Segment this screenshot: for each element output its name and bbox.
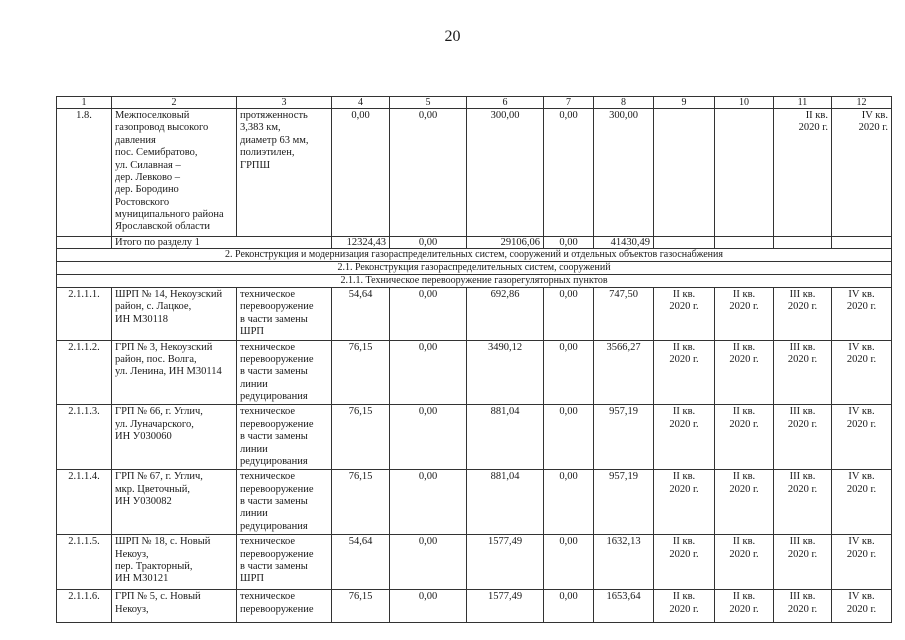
value-cell: 54,64 [332,535,390,590]
period-cell: II кв. 2020 г. [715,590,774,623]
object-name: ГРП № 67, г. Углич, мкр. Цветочный, ИН У030082 [112,470,237,535]
col-header: 9 [654,97,715,109]
value-cell: 0,00 [332,109,390,237]
col-header: 12 [832,97,892,109]
value-cell: 0,00 [544,405,594,470]
value-cell: 0,00 [390,109,467,237]
col-header: 1 [57,97,112,109]
period-cell: III кв. 2020 г. [774,470,832,535]
value-cell: 881,04 [467,470,544,535]
period-cell: II кв. 2020 г. [774,109,832,237]
col-header: 7 [544,97,594,109]
row-number: 2.1.1.5. [57,535,112,590]
object-description: техническое перевооружение в части замены ШРП [237,535,332,590]
object-description: техническое перевооружение в части замены ШРП [237,288,332,341]
value-cell: 1653,64 [594,590,654,623]
total-value: 29106,06 [467,237,544,249]
value-cell: 300,00 [594,109,654,237]
period-cell [715,109,774,237]
period-cell: IV кв. 2020 г. [832,340,892,405]
period-cell: II кв. 2020 г. [654,590,715,623]
row-number: 2.1.1.3. [57,405,112,470]
period-cell: III кв. 2020 г. [774,340,832,405]
period-cell: II кв. 2020 г. [654,340,715,405]
period-cell: IV кв. 2020 г. [832,288,892,341]
table-row [57,109,892,237]
value-cell: 76,15 [332,470,390,535]
value-cell: 3490,12 [467,340,544,405]
object-description: техническое перевооружение в части замены линии редуцирования [237,470,332,535]
value-cell: 957,19 [594,405,654,470]
col-header: 10 [715,97,774,109]
period-cell: II кв. 2020 г. [715,470,774,535]
period-cell: III кв. 2020 г. [774,590,832,623]
col-header: 5 [390,97,467,109]
value-cell: 0,00 [390,590,467,623]
object-name: ГРП № 5, с. Новый Некоуз, [112,590,237,623]
value-cell: 692,86 [467,288,544,341]
total-value: 41430,49 [594,237,654,249]
table-row [57,470,892,535]
value-cell: 0,00 [390,405,467,470]
row-number: 2.1.1.4. [57,470,112,535]
value-cell: 747,50 [594,288,654,341]
period-cell: IV кв. 2020 г. [832,535,892,590]
value-cell: 0,00 [544,340,594,405]
plan-table [56,96,892,623]
total-label: Итого по разделу 1 [112,237,332,249]
value-cell: 0,00 [390,470,467,535]
period-cell: III кв. 2020 г. [774,535,832,590]
period-cell: IV кв. 2020 г. [832,109,892,237]
subsection-heading-row [57,262,892,275]
total-value: 0,00 [544,237,594,249]
object-description: протяженность 3,383 км, диаметр 63 мм, полиэтилен, ГРПШ [237,109,332,237]
value-cell: 76,15 [332,590,390,623]
row-number: 1.8. [57,109,112,237]
section-heading: 2. Реконструкция и модернизация газораспределительных систем, сооружений и отдельных объектов газоснабжения [57,249,892,262]
col-header: 6 [467,97,544,109]
table-row [57,288,892,341]
value-cell: 1577,49 [467,535,544,590]
period-cell: IV кв. 2020 г. [832,405,892,470]
value-cell: 957,19 [594,470,654,535]
total-value: 0,00 [390,237,467,249]
period-cell: II кв. 2020 г. [654,470,715,535]
row-number: 2.1.1.1. [57,288,112,341]
col-header: 3 [237,97,332,109]
table-row [57,590,892,623]
value-cell: 300,00 [467,109,544,237]
table-row [57,535,892,590]
period-cell: II кв. 2020 г. [654,288,715,341]
period-cell: III кв. 2020 г. [774,288,832,341]
period-cell: IV кв. 2020 г. [832,590,892,623]
value-cell: 76,15 [332,405,390,470]
value-cell: 0,00 [544,288,594,341]
object-description: техническое перевооружение в части замены линии редуцирования [237,405,332,470]
value-cell: 0,00 [544,590,594,623]
value-cell: 0,00 [544,470,594,535]
period-cell: II кв. 2020 г. [654,535,715,590]
object-description: техническое перевооружение в части замены линии редуцирования [237,340,332,405]
period-cell: II кв. 2020 г. [715,535,774,590]
object-name: ШРП № 18, с. Новый Некоуз, пер. Тракторный, ИН М30121 [112,535,237,590]
period-cell: III кв. 2020 г. [774,405,832,470]
col-header: 8 [594,97,654,109]
col-header: 2 [112,97,237,109]
subsubsection-heading: 2.1.1. Техническое перевооружение газорегуляторных пунктов [57,275,892,288]
page-number: 20 [444,28,461,45]
object-name: Межпоселковый газопровод высокого давления пос. Семибратово, ул. Силавная – дер. Левково – дер. Бородино Ростовского муниципального района Ярославской области [112,109,237,237]
value-cell: 0,00 [390,535,467,590]
period-cell: II кв. 2020 г. [715,405,774,470]
object-description: техническое перевооружение [237,590,332,623]
value-cell: 0,00 [544,109,594,237]
table-row [57,405,892,470]
section-heading-row [57,249,892,262]
period-cell: II кв. 2020 г. [715,340,774,405]
total-row [57,237,892,249]
object-name: ГРП № 66, г. Углич, ул. Луначарского, ИН У030060 [112,405,237,470]
table-row [57,340,892,405]
value-cell: 0,00 [390,288,467,341]
value-cell: 1632,13 [594,535,654,590]
object-name: ШРП № 14, Некоузский район, с. Лацкое, ИН М30118 [112,288,237,341]
subsection-heading: 2.1. Реконструкция газораспределительных систем, сооружений [57,262,892,275]
column-number-row [57,97,892,109]
period-cell [654,109,715,237]
period-cell: II кв. 2020 г. [715,288,774,341]
object-name: ГРП № 3, Некоузский район, пос. Волга, ул. Ленина, ИН М30114 [112,340,237,405]
total-value: 12324,43 [332,237,390,249]
period-cell: IV кв. 2020 г. [832,470,892,535]
value-cell: 3566,27 [594,340,654,405]
row-number: 2.1.1.6. [57,590,112,623]
value-cell: 0,00 [390,340,467,405]
value-cell: 0,00 [544,535,594,590]
subsubsection-heading-row [57,275,892,288]
row-number: 2.1.1.2. [57,340,112,405]
col-header: 4 [332,97,390,109]
value-cell: 54,64 [332,288,390,341]
period-cell: II кв. 2020 г. [654,405,715,470]
value-cell: 881,04 [467,405,544,470]
value-cell: 1577,49 [467,590,544,623]
col-header: 11 [774,97,832,109]
value-cell: 76,15 [332,340,390,405]
